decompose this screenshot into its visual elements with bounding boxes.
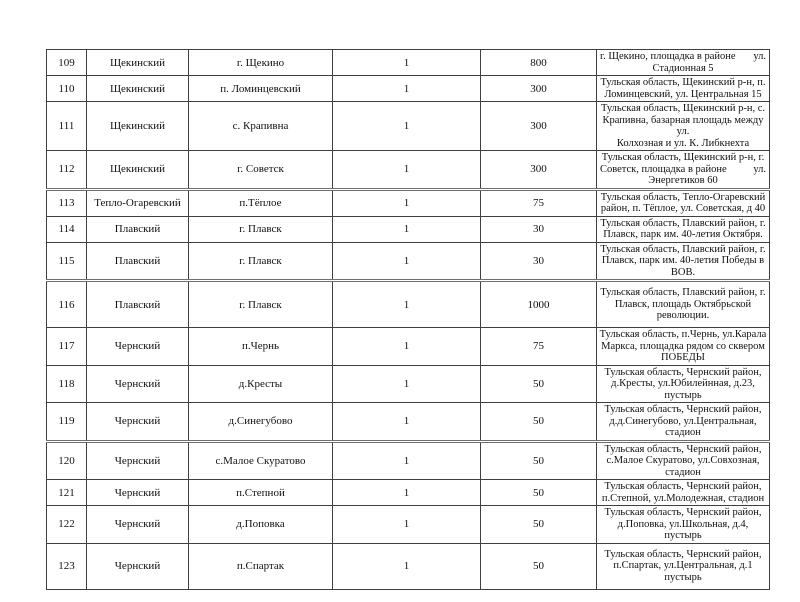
count-cell: 1 <box>333 281 481 328</box>
address-line-segment: Советск, площадка в районе <box>600 163 727 175</box>
table-row <box>47 189 770 216</box>
table-row <box>47 50 770 76</box>
row-number-cell: 114 <box>47 216 87 242</box>
count-cell: 1 <box>333 76 481 102</box>
address-cell <box>597 76 770 102</box>
district-cell: Щекинский <box>87 151 189 190</box>
settlement-cell: с.Малое Скуратово <box>189 441 333 480</box>
address-cell <box>597 441 770 480</box>
capacity-cell: 50 <box>481 506 597 544</box>
address-line: Тульская область, Щекинский р-н, с. <box>600 103 766 114</box>
row-number-cell: 119 <box>47 403 87 442</box>
address-line: д.д.Синегубово, ул.Центральная, стадион <box>609 415 757 438</box>
address-cell <box>597 189 770 216</box>
capacity-cell: 1000 <box>481 281 597 328</box>
count-cell: 1 <box>333 441 481 480</box>
address-line: Тульская область, Чернский район, <box>604 366 762 378</box>
address-line: ВОВ. <box>670 266 696 278</box>
table-row <box>47 441 770 480</box>
address-line: Плавск, парк им. 40-летия Октября. <box>603 229 763 240</box>
count-cell: 1 <box>333 480 481 506</box>
table-row <box>47 151 770 190</box>
district-cell: Щекинский <box>87 76 189 102</box>
address-line: революции. <box>656 310 710 322</box>
district-cell: Чернский <box>87 506 189 544</box>
address-line: Тульская область, Чернский район, <box>604 404 762 415</box>
address-line: п.Степной, ул.Молодежная, стадион <box>601 492 765 504</box>
address-cell <box>597 50 770 76</box>
table-row <box>47 216 770 242</box>
district-cell: Чернский <box>87 403 189 442</box>
address-line: Тульская область, Чернский район, <box>604 507 762 518</box>
capacity-cell: 50 <box>481 403 597 442</box>
district-cell: Плавский <box>87 216 189 242</box>
capacity-cell: 50 <box>481 543 597 589</box>
settlement-cell: п.Чернь <box>189 328 333 366</box>
capacity-cell: 30 <box>481 242 597 281</box>
district-cell: Тепло-Огаревский <box>87 189 189 216</box>
address-line <box>599 51 767 63</box>
table-row <box>47 365 770 403</box>
settlement-cell: д.Поповка <box>189 506 333 544</box>
count-cell: 1 <box>333 403 481 442</box>
capacity-cell: 50 <box>481 441 597 480</box>
row-number-cell: 110 <box>47 76 87 102</box>
row-number-cell: 116 <box>47 281 87 328</box>
address-cell <box>597 480 770 506</box>
settlement-cell: г. Плавск <box>189 216 333 242</box>
address-line-segment: ул. <box>753 163 766 175</box>
settlement-cell: д.Кресты <box>189 365 333 403</box>
table-row <box>47 328 770 366</box>
district-cell: Щекинский <box>87 102 189 151</box>
district-cell: Чернский <box>87 480 189 506</box>
address-line: Тульская область, Плавский район, г. <box>600 217 766 229</box>
address-line: Стадионная 5 <box>652 62 714 74</box>
row-number-cell: 122 <box>47 506 87 544</box>
address-cell <box>597 328 770 366</box>
address-line: п.Спартак, ул.Центральная, д.1 пустырь <box>613 560 753 583</box>
address-line: ПОБЕДЫ <box>661 352 705 363</box>
address-line: Тульская область, Щекинский р-н, г. <box>601 152 765 163</box>
district-cell: Плавский <box>87 281 189 328</box>
address-line: Тульская область, Плавский район, г. <box>600 243 766 255</box>
row-number-cell: 117 <box>47 328 87 366</box>
address-cell <box>597 506 770 544</box>
table-row <box>47 403 770 442</box>
address-cell <box>597 102 770 151</box>
address-line: Тульская область, Чернский район, <box>604 443 762 455</box>
count-cell: 1 <box>333 543 481 589</box>
table-row <box>47 480 770 506</box>
address-line: стадион <box>665 466 701 478</box>
capacity-cell: 50 <box>481 365 597 403</box>
address-line: Маркса, площадка рядом со сквером <box>601 340 765 352</box>
count-cell: 1 <box>333 242 481 281</box>
row-number-cell: 112 <box>47 151 87 190</box>
address-line: д.Кресты, ул.Юбилейнная, д.23, пустырь <box>611 378 755 401</box>
address-line: д.Поповка, ул.Школьная, д.4, пустырь <box>617 518 749 541</box>
address-line: Плавск, площадь Октябрьской <box>614 298 752 310</box>
settlement-cell: п.Тёплое <box>189 189 333 216</box>
count-cell: 1 <box>333 365 481 403</box>
row-number-cell: 115 <box>47 242 87 281</box>
district-cell: Плавский <box>87 242 189 281</box>
count-cell: 1 <box>333 328 481 366</box>
capacity-cell: 50 <box>481 480 597 506</box>
address-cell <box>597 543 770 589</box>
capacity-cell: 30 <box>481 216 597 242</box>
settlement-cell: д.Синегубово <box>189 403 333 442</box>
capacity-cell: 300 <box>481 76 597 102</box>
address-line: Ломинцевский, ул. Центральная 15 <box>604 88 762 100</box>
table-row <box>47 506 770 544</box>
address-line <box>599 164 767 176</box>
district-cell: Чернский <box>87 365 189 403</box>
count-cell: 1 <box>333 506 481 544</box>
settlement-cell: п. Ломинцевский <box>189 76 333 102</box>
address-line-segment: ул. <box>753 51 766 62</box>
address-cell <box>597 403 770 442</box>
district-cell: Чернский <box>87 441 189 480</box>
settlement-cell: г. Щекино <box>189 50 333 76</box>
settlement-cell: г. Плавск <box>189 242 333 281</box>
row-number-cell: 111 <box>47 102 87 151</box>
capacity-cell: 300 <box>481 151 597 190</box>
table-row <box>47 76 770 102</box>
address-line: Энергетиков 60 <box>648 175 718 186</box>
address-line: район, п. Тёплое, ул. Советская, д 40 <box>600 203 766 214</box>
address-line: Тульская область, Тепло-Огаревский <box>600 191 766 203</box>
address-cell <box>597 151 770 190</box>
address-cell <box>597 365 770 403</box>
row-number-cell: 109 <box>47 50 87 76</box>
address-line: Крапивна, базарная площадь между ул. <box>602 114 764 137</box>
table-row <box>47 281 770 328</box>
settlement-cell: п.Степной <box>189 480 333 506</box>
settlement-cell: с. Крапивна <box>189 102 333 151</box>
placement-table <box>46 49 770 590</box>
address-cell <box>597 281 770 328</box>
capacity-cell: 75 <box>481 328 597 366</box>
count-cell: 1 <box>333 189 481 216</box>
address-line: Тульская область, Чернский район, <box>604 548 762 560</box>
table-row <box>47 543 770 589</box>
address-line-segment: г. Щекино, площадка в районе <box>600 51 736 62</box>
count-cell: 1 <box>333 50 481 76</box>
address-line: Колхозная и ул. К. Либкнехта <box>616 137 750 149</box>
settlement-cell: г. Советск <box>189 151 333 190</box>
capacity-cell: 800 <box>481 50 597 76</box>
count-cell: 1 <box>333 151 481 190</box>
address-cell <box>597 242 770 281</box>
table-body <box>47 50 770 590</box>
capacity-cell: 300 <box>481 102 597 151</box>
district-cell: Чернский <box>87 543 189 589</box>
address-line: Плавск, парк им. 40-летия Победы в <box>601 255 765 266</box>
table-row <box>47 102 770 151</box>
table-row <box>47 242 770 281</box>
count-cell: 1 <box>333 216 481 242</box>
address-line: Тульская область, Щекинский р-н, п. <box>600 77 766 88</box>
row-number-cell: 113 <box>47 189 87 216</box>
row-number-cell: 120 <box>47 441 87 480</box>
address-line: Тульская область, п.Чернь, ул.Карала <box>599 329 767 340</box>
settlement-cell: г. Плавск <box>189 281 333 328</box>
row-number-cell: 123 <box>47 543 87 589</box>
address-line: с.Малое Скуратово, ул.Совхозная, <box>606 455 760 466</box>
row-number-cell: 118 <box>47 365 87 403</box>
address-line: Тульская область, Плавский район, г. <box>600 287 766 299</box>
district-cell: Чернский <box>87 328 189 366</box>
capacity-cell: 75 <box>481 189 597 216</box>
address-line: Тульская область, Чернский район, <box>604 481 762 492</box>
address-cell <box>597 216 770 242</box>
settlement-cell: п.Спартак <box>189 543 333 589</box>
row-number-cell: 121 <box>47 480 87 506</box>
count-cell: 1 <box>333 102 481 151</box>
district-cell: Щекинский <box>87 50 189 76</box>
